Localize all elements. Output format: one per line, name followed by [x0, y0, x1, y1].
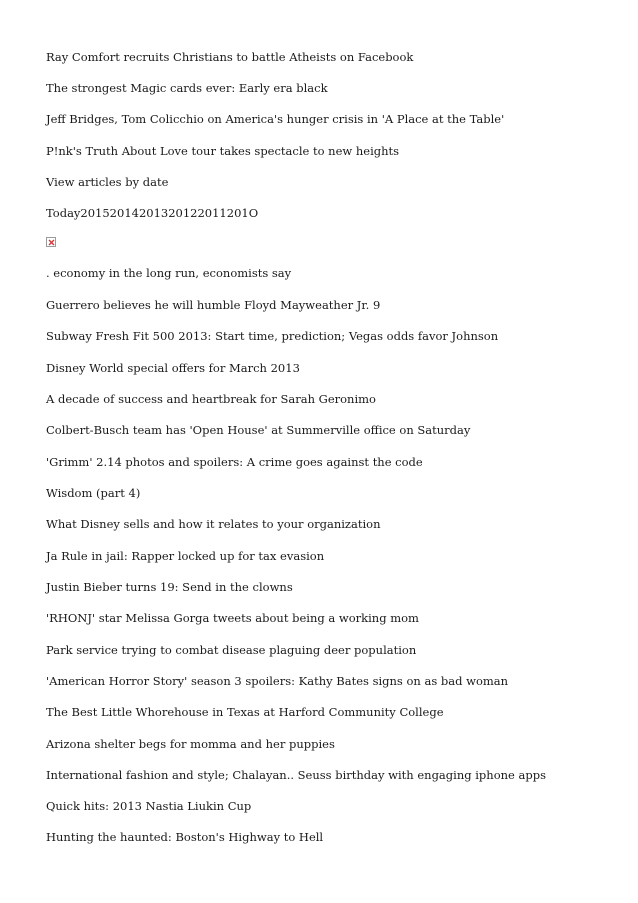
article-link[interactable]: Jeff Bridges, Tom Colicchio on America's hunger crisis in 'A Place at the Table'	[46, 112, 505, 126]
article-link[interactable]: The strongest Magic cards ever: Early era black	[46, 81, 328, 95]
article-link[interactable]: Hunting the haunted: Boston's Highway to Hell	[46, 830, 324, 844]
article-link[interactable]: P!nk's Truth About Love tour takes spectacle to new heights	[46, 144, 400, 158]
article-link[interactable]: Guerrero believes he will humble Floyd Mayweather Jr. 9	[46, 298, 381, 312]
article-link[interactable]: The Best Little Whorehouse in Texas at Harford Community College	[46, 705, 444, 719]
article-link[interactable]: What Disney sells and how it relates to your organization	[46, 517, 381, 531]
article-link[interactable]: Wisdom (part 4)	[46, 486, 141, 500]
article-link[interactable]: 'American Horror Story' season 3 spoilers: Kathy Bates signs on as bad woman	[46, 674, 509, 688]
article-link[interactable]: Park service trying to combat disease plaguing deer population	[46, 643, 417, 657]
article-link[interactable]: International fashion and style; Chalayan.. Seuss birthday with engaging iphone apps	[46, 768, 546, 782]
article-link[interactable]: Disney World special offers for March 2013	[46, 361, 300, 375]
article-link[interactable]: 'Grimm' 2.14 photos and spoilers: A crime goes against the code	[46, 455, 423, 469]
broken-image-icon	[46, 237, 56, 247]
article-link[interactable]: Ray Comfort recruits Christians to battle Atheists on Facebook	[46, 50, 414, 64]
article-link[interactable]: Subway Fresh Fit 500 2013: Start time, prediction; Vegas odds favor Johnson	[46, 329, 499, 343]
article-link[interactable]: Colbert-Busch team has 'Open House' at Summerville office on Saturday	[46, 423, 471, 437]
date-filter-links[interactable]: Today20152014201320122011201O	[46, 206, 259, 220]
article-link[interactable]: . economy in the long run, economists say	[46, 266, 292, 280]
article-link[interactable]: 'RHONJ' star Melissa Gorga tweets about being a working mom	[46, 611, 419, 625]
article-link[interactable]: A decade of success and heartbreak for Sarah Geronimo	[46, 392, 376, 406]
article-link[interactable]: Justin Bieber turns 19: Send in the clowns	[46, 580, 293, 594]
article-link[interactable]: Arizona shelter begs for momma and her puppies	[46, 737, 335, 751]
view-by-date-heading: View articles by date	[46, 175, 169, 189]
article-link[interactable]: Ja Rule in jail: Rapper locked up for tax evasion	[46, 549, 325, 563]
article-link[interactable]: Quick hits: 2013 Nastia Liukin Cup	[46, 799, 252, 813]
